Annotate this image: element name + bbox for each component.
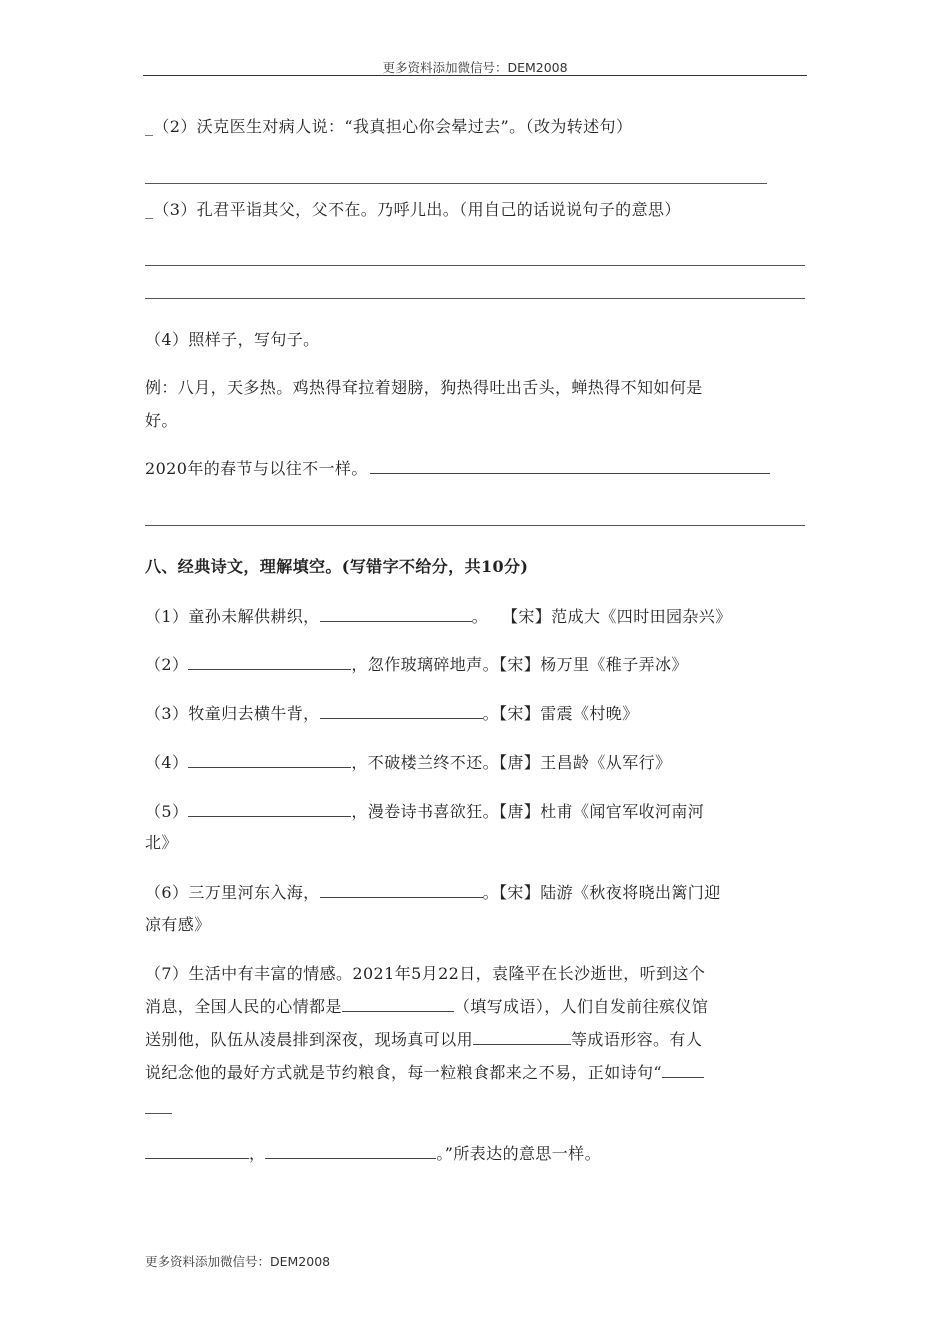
poem-quote-blank-cont[interactable] [145, 1113, 172, 1114]
poem-quote-blank-start[interactable] [662, 1061, 704, 1078]
page-footer: 更多资料添加微信号：DEM2008 [145, 1254, 331, 1269]
item-7-line1: （7）生活中有丰富的情感。2021年5月22日，袁隆平在长沙逝世，听到这个 [145, 964, 706, 983]
item-7-line6-text: 。”所表达的意思一样。 [436, 1144, 601, 1163]
poem-quote-blank-1[interactable] [145, 1142, 249, 1159]
answer-line-q4[interactable] [145, 525, 805, 526]
header-divider [143, 75, 807, 76]
poem-item-2-rest: ，忽作玻璃碎地声。 [351, 655, 499, 674]
question-4-prompt-text: 2020年的春节与以往不一样。 [145, 459, 368, 478]
item-7-line3-text-b: 等成语形容。有人 [571, 1030, 703, 1049]
answer-line-q3-1[interactable] [145, 265, 805, 266]
poem-item-6-source: 【宋】陆游《秋夜将晓出篱门迎 [499, 883, 721, 902]
poem-item-1-source: 【宋】范成大《四时田园杂兴》 [510, 607, 732, 626]
question-4-example-line2: 好。 [145, 411, 178, 430]
poem-item-5 [145, 800, 704, 823]
poem-item-6-text: （6）三万里河东入海， [145, 883, 320, 902]
poem-item-4 [145, 751, 671, 774]
item-7-comma: ， [249, 1144, 266, 1163]
question-4-title: （4）照样子，写句子。 [145, 330, 320, 349]
poem-item-5-text: （5） [145, 802, 189, 821]
item-7-line4-text: 说纪念他的最好方式就是节约粮食，每一粒粮食都来之不易，正如诗句“ [145, 1063, 662, 1082]
answer-blank-q4[interactable] [370, 457, 770, 474]
question-4-prompt [145, 457, 770, 480]
poem-item-5-rest: ，漫卷诗书喜欲狂。 [351, 802, 499, 821]
answer-line-q2[interactable] [145, 183, 767, 184]
poem-item-2-text: （2） [145, 655, 189, 674]
item-7-line3 [145, 1028, 702, 1051]
idiom-blank-2[interactable] [473, 1028, 571, 1045]
idiom-blank-1[interactable] [342, 995, 454, 1012]
poem-blank-4[interactable] [188, 751, 351, 768]
poem-blank-5[interactable] [188, 800, 351, 817]
page-header: 更多资料添加微信号：DEM2008 [382, 60, 568, 75]
item-7-line2-text-b: （填写成语），人们自发前往殡仪馆 [453, 997, 709, 1016]
item-7-line2-text-a: 消息，全国人民的心情都是 [145, 997, 342, 1016]
poem-item-3-punct: 。 [482, 704, 499, 723]
poem-blank-3[interactable] [320, 702, 483, 719]
poem-blank-6[interactable] [320, 881, 483, 898]
question-3: _（3）孔君平诣其父，父不在。乃呼儿出。（用自己的话说说句子的意思） [145, 200, 681, 219]
poem-item-1-text: （1）童孙未解供耕织， [145, 607, 320, 626]
poem-item-3-source: 【宋】雷震《村晚》 [499, 704, 639, 723]
poem-blank-2[interactable] [188, 653, 351, 670]
poem-item-2-source: 【宋】杨万里《稚子弄冰》 [499, 655, 688, 674]
section-8-title: 八、经典诗文，理解填空。(写错字不给分，共10分) [145, 557, 529, 576]
poem-item-1 [145, 605, 732, 628]
poem-blank-1[interactable] [320, 605, 472, 622]
poem-item-3-text: （3）牧童归去横牛背， [145, 704, 320, 723]
poem-item-4-rest: ，不破楼兰终不还。 [351, 753, 499, 772]
poem-item-6-source-cont: 凉有感》 [145, 915, 211, 934]
answer-line-q3-2[interactable] [145, 298, 805, 299]
item-7-line4 [145, 1061, 704, 1084]
poem-item-6 [145, 881, 721, 904]
question-4-example-line1: 例：八月，天多热。鸡热得耷拉着翅膀，狗热得吐出舌头，蝉热得不知如何是 [145, 378, 703, 397]
poem-item-5-source: 【唐】杜甫《闻官军收河南河 [499, 802, 705, 821]
item-7-line2 [145, 995, 708, 1018]
poem-item-1-punct: 。 [471, 607, 488, 626]
poem-item-3 [145, 702, 639, 725]
item-7-line6 [145, 1142, 601, 1165]
poem-item-5-source-cont: 北》 [145, 833, 178, 852]
poem-quote-blank-2[interactable] [265, 1142, 436, 1159]
poem-item-6-punct: 。 [482, 883, 499, 902]
item-7-line3-text-a: 送别他，队伍从凌晨排到深夜，现场真可以用 [145, 1030, 474, 1049]
poem-item-4-text: （4） [145, 753, 189, 772]
poem-item-2 [145, 653, 688, 676]
question-2: _（2）沃克医生对病人说：“我真担心你会晕过去”。（改为转述句） [145, 117, 633, 136]
poem-item-4-source: 【唐】王昌龄《从军行》 [499, 753, 672, 772]
